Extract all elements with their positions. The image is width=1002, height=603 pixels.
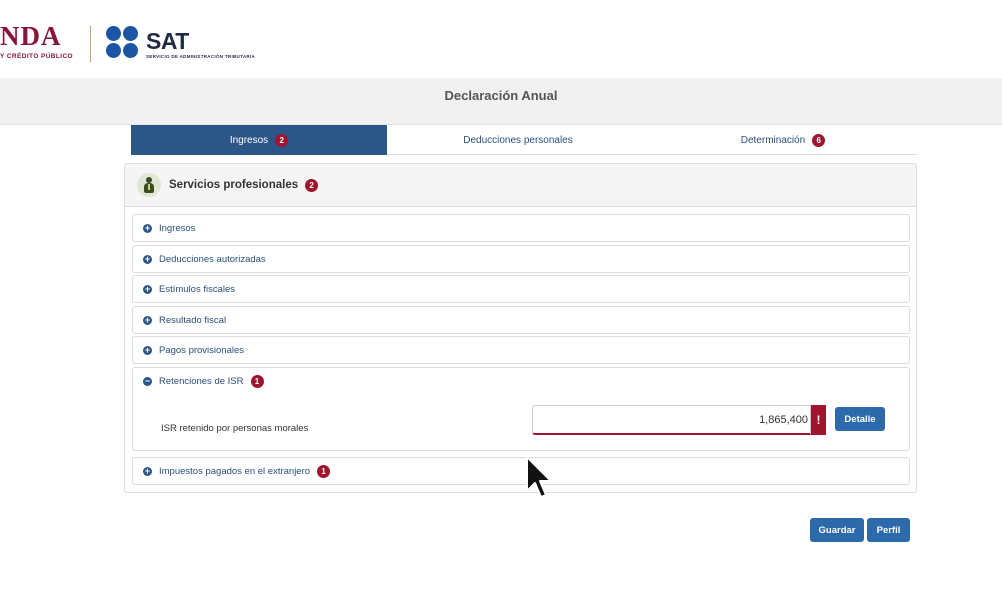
- section-header[interactable]: [133, 246, 909, 272]
- section-badge: 1: [317, 465, 330, 478]
- section-header[interactable]: [133, 276, 909, 302]
- section-header[interactable]: [133, 458, 909, 484]
- tab-bar: [131, 125, 917, 155]
- tab-determinacion[interactable]: [649, 125, 917, 155]
- section-label: Impuestos pagados en el extranjero: [159, 465, 311, 477]
- expand-icon: +: [144, 253, 151, 264]
- section-impuestos-extranjero[interactable]: [132, 457, 910, 485]
- section-pagos-provisionales[interactable]: [132, 336, 910, 364]
- sat-logo-subtitle: SERVICIO DE ADMINISTRACIÓN TRIBUTARIA: [146, 54, 256, 59]
- hacienda-logo-subtitle: Y CRÉDITO PÚBLICO: [0, 53, 74, 60]
- professional-person-icon: [137, 173, 161, 197]
- section-label: Retenciones de ISR: [159, 375, 244, 387]
- expand-icon: +: [144, 222, 151, 233]
- section-ingresos[interactable]: [132, 214, 910, 242]
- section-label: Ingresos: [159, 222, 196, 234]
- section-estimulos-fiscales[interactable]: [132, 275, 910, 303]
- panel-badge: 2: [305, 179, 318, 192]
- hacienda-logo: [0, 22, 73, 60]
- panel-title: Servicios profesionales: [169, 179, 299, 191]
- isr-retenido-label: ISR retenido por personas morales: [161, 423, 309, 434]
- section-header[interactable]: [133, 368, 909, 394]
- section-label: Resultado fiscal: [159, 314, 227, 326]
- section-deducciones-autorizadas[interactable]: [132, 245, 910, 273]
- detalle-button[interactable]: Detalle: [835, 407, 885, 431]
- tab-determinacion-badge: 6: [812, 134, 825, 147]
- page-title: Declaración Anual: [444, 88, 558, 103]
- tab-deducciones-label: Deducciones personales: [463, 134, 573, 146]
- perfil-button[interactable]: Perfil: [867, 518, 910, 542]
- isr-retenido-field-wrapper: [532, 405, 826, 435]
- alert-icon[interactable]: !: [811, 405, 826, 435]
- section-header[interactable]: [133, 307, 909, 333]
- section-retenciones-isr: [132, 367, 910, 451]
- section-label: Pagos provisionales: [159, 344, 245, 356]
- expand-icon: +: [144, 314, 151, 325]
- sat-logo-word: SAT: [146, 28, 189, 54]
- tab-deducciones-personales[interactable]: [387, 125, 649, 155]
- guardar-button[interactable]: Guardar: [810, 518, 864, 542]
- section-resultado-fiscal[interactable]: [132, 306, 910, 334]
- expand-icon: +: [144, 344, 151, 355]
- mouse-pointer-icon: [524, 455, 554, 501]
- panel-header: [125, 164, 916, 207]
- collapse-icon: −: [144, 375, 151, 386]
- isr-retenido-input[interactable]: [532, 405, 811, 435]
- tab-ingresos-label: Ingresos: [229, 134, 269, 146]
- expand-icon: +: [144, 465, 151, 476]
- expand-icon: +: [144, 283, 151, 294]
- section-label: Estímulos fiscales: [159, 283, 236, 295]
- sat-dots-icon: [106, 26, 140, 60]
- tab-ingresos[interactable]: [131, 125, 387, 155]
- logo-divider: [90, 26, 91, 62]
- tab-determinacion-label: Determinación: [740, 134, 806, 146]
- tab-ingresos-badge: 2: [275, 134, 288, 147]
- hacienda-logo-word: NDA: [0, 21, 62, 51]
- section-badge: 1: [251, 375, 264, 388]
- title-bar: [0, 78, 1002, 125]
- header-logos: [0, 0, 1002, 78]
- section-label: Deducciones autorizadas: [159, 253, 266, 265]
- section-header[interactable]: [133, 337, 909, 363]
- servicios-profesionales-panel: [124, 163, 917, 493]
- section-header[interactable]: [133, 215, 909, 241]
